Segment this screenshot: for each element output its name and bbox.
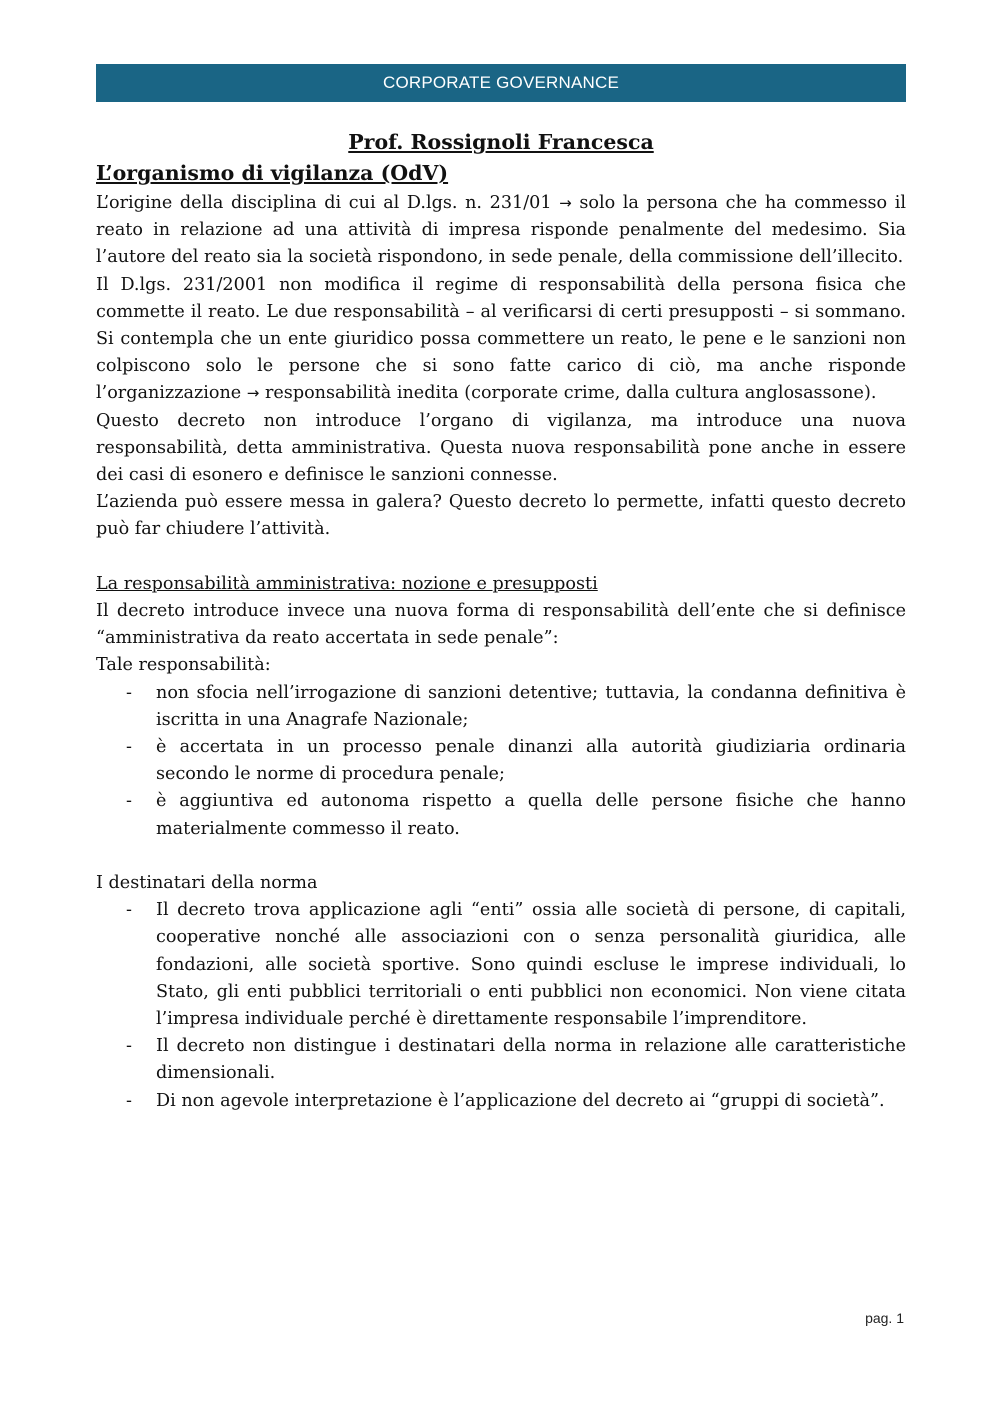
list-item [96, 1088, 906, 1115]
intro-paragraph-4: L’azienda può essere messa in galera? Questo decreto lo permette, infatti questo decreto può far chiudere l’attività. [96, 492, 906, 540]
list-item [96, 1033, 906, 1087]
dash-bullet: - [126, 791, 132, 812]
intro-p1-text-a: L’origine della disciplina di cui al D.lgs. n. 231/01 [96, 193, 560, 213]
list-item-text: Di non agevole interpretazione è l’applicazione del decreto ai “gruppi di società”. [156, 1090, 885, 1111]
responsabilita-paragraph-2: Tale responsabilità: [96, 655, 271, 676]
intro-paragraph-1 [96, 190, 906, 272]
dash-bullet: - [126, 1036, 132, 1057]
list-item-text: Il decreto trova applicazione agli “enti” ossia alle società di persone, di capitali, cooperative nonché alle associazioni con o senza personalità giuridica, alle fondazioni, alle società sportive. Sono quindi escluse le imprese individuali, lo Stato, gli enti pubblici territoriali o enti pubblici non economici. Non viene citata l’impresa individuale perché è direttamente responsabile l’imprenditore. [156, 900, 906, 1030]
intro-p1-text-b: solo la persona che ha commesso il reato in relazione ad una attività di impresa risponde penalmente del medesimo. Sia l’autore del reato sia la società rispondono, in sede penale, della commissione dell’illecito. [96, 193, 906, 268]
document-title: L’organismo di vigilanza (OdV) [96, 161, 449, 185]
list-item-text: è aggiuntiva ed autonoma rispetto a quella delle persone fisiche che hanno materialmente commesso il reato. [156, 791, 906, 839]
spacer [96, 544, 906, 571]
dash-bullet: - [126, 737, 132, 758]
intro-p2-text-b: responsabilità inedita (corporate crime, dalla cultura anglosassone). [259, 383, 877, 404]
list-item [96, 788, 906, 842]
page-number: pag. 1 [865, 1310, 904, 1326]
dash-bullet: - [126, 1090, 132, 1111]
responsabilita-paragraph-1: Il decreto introduce invece una nuova forma di responsabilità dell’ente che si definisce “amministrativa da reato accertata in sede penale”: [96, 601, 906, 649]
list-item-text: Il decreto non distingue i destinatari della norma in relazione alle caratteristiche dimensionali. [156, 1036, 906, 1084]
right-arrow-icon: → [559, 194, 572, 212]
intro-paragraph-3: Questo decreto non introduce l’organo di vigilanza, ma introduce una nuova responsabilità, detta amministrativa. Questa nuova responsabilità pone anche in essere dei casi di esonero e definisce le sanzioni connesse. [96, 410, 906, 486]
header-band [96, 64, 906, 102]
document-body [96, 127, 906, 1115]
right-arrow-icon: → [246, 384, 260, 403]
dash-bullet: - [126, 682, 132, 703]
section-heading-responsabilita: La responsabilità amministrativa: nozione e presupposti [96, 573, 598, 594]
author-name: Prof. Rossignoli Francesca [348, 130, 654, 154]
list-item [96, 680, 906, 734]
destinatari-list [96, 897, 906, 1115]
list-item [96, 897, 906, 1033]
intro-paragraph-2 [96, 272, 906, 408]
list-item-text: è accertata in un processo penale dinanzi alla autorità giudiziaria ordinaria secondo le norme di procedura penale; [156, 737, 906, 785]
section-heading-destinatari: I destinatari della norma [96, 873, 318, 894]
intro-p2-text-a: Il D.lgs. 231/2001 non modifica il regime di responsabilità della persona fisica che commette il reato. Le due responsabilità – al verificarsi di certi presupposti – si sommano. Si contempla che un ente giuridico possa commettere un reato, le pene e le sanzioni non colpiscono solo le persone che si sono fatte carico di ciò, ma anche risponde l’organizzazione [96, 274, 906, 404]
responsabilita-list [96, 680, 906, 843]
header-band-label: CORPORATE GOVERNANCE [382, 73, 620, 92]
list-item-text: non sfocia nell’irrogazione di sanzioni detentive; tuttavia, la condanna definitiva è iscritta in una Anagrafe Nazionale; [156, 682, 906, 730]
spacer [96, 843, 906, 870]
list-item [96, 734, 906, 788]
dash-bullet: - [126, 900, 132, 921]
